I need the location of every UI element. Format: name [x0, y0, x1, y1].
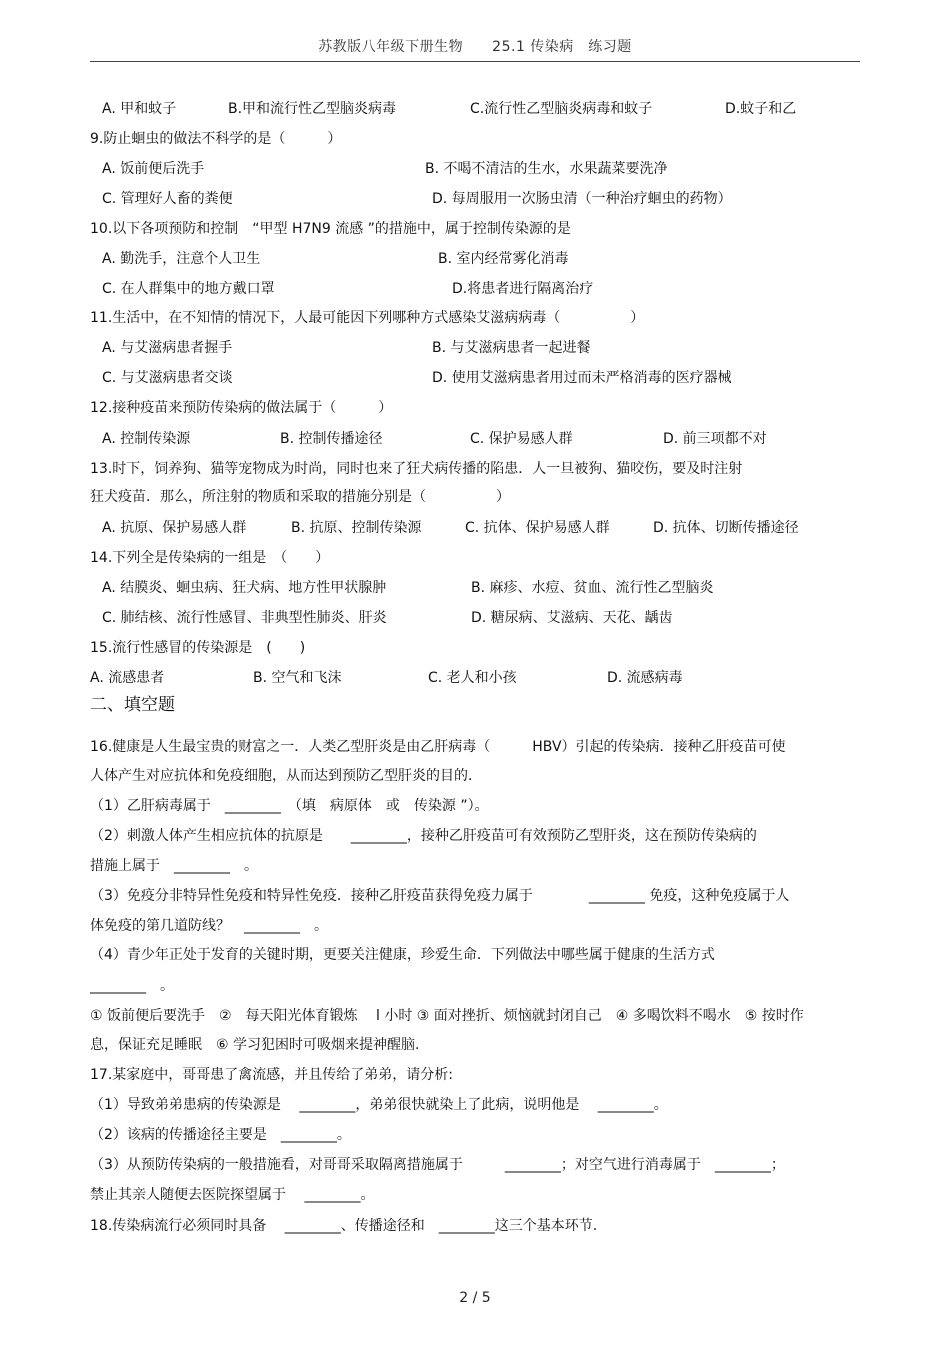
q14-option-a: A. 结膜炎、蛔虫病、狂犬病、地方性甲状腺肿 — [102, 580, 387, 596]
q8-option-a: A. 甲和蚊子 — [102, 101, 177, 117]
q16-line-10: ① 饭前便后要洗手 ② 每天阳光体育锻炼 l 小时 ③ 面对挫折、烦恼就封闭自己 ④ 多喝饮料不喝水 ⑤ 按时作 — [90, 1008, 804, 1024]
q16-line-5: 措施上属于 ________ 。 — [90, 858, 258, 874]
page-header-title: 苏教版八年级下册生物 25.1 传染病 练习题 — [318, 39, 632, 55]
q15-option-d: D. 流感病毒 — [607, 670, 683, 686]
q13-option-a: A. 抗原、保护易感人群 — [102, 520, 247, 536]
q16-line-8: （4）青少年正处于发育的关键时期，更要关注健康，珍爱生命．下列做法中哪些属于健康的生活方式 — [90, 947, 715, 963]
q9-stem: 9.防止蛔虫的做法不科学的是（ ） — [90, 131, 342, 147]
q12-stem: 12.接种疫苗来预防传染病的做法属于（ ） — [90, 400, 393, 416]
q11-stem: 11.生活中，在不知情的情况下，人最可能因下列哪种方式感染艾滋病病毒（ ） — [90, 310, 645, 326]
q16-line-2: 人体产生对应抗体和免疫细胞，从而达到预防乙型肝炎的目的． — [90, 768, 482, 784]
q18-line-1: 18.传染病流行必须同时具备 ________、传播途径和 ________这三个基本环节. — [90, 1218, 598, 1234]
q10-option-d: D.将患者进行隔离治疗 — [452, 281, 594, 297]
section-title-fill-in: 二、填空题 — [90, 695, 175, 715]
q13-option-d: D. 抗体、切断传播途径 — [653, 520, 799, 536]
q17-line-4: （3）从预防传染病的一般措施看，对哥哥采取隔离措施属于 ________；对空气进行消毒属于 ________； — [90, 1157, 785, 1173]
q16-line-11: 息，保证充足睡眠 ⑥ 学习犯困时可吸烟来提神醒脑. — [90, 1037, 420, 1053]
q8-option-b: B.甲和流行性乙型脑炎病毒 — [228, 101, 397, 117]
q14-stem: 14.下列全是传染病的一组是 （ ） — [90, 550, 330, 566]
q8-option-d: D.蚊子和乙 — [725, 101, 797, 117]
q9-option-d: D. 每周服用一次肠虫清（一种治疗蛔虫的药物） — [432, 191, 732, 207]
q10-option-c: C. 在人群集中的地方戴口罩 — [102, 281, 275, 297]
page-number: 2 / 5 — [459, 1290, 491, 1306]
q15-option-b: B. 空气和飞沫 — [253, 670, 342, 686]
q13-stem-line-2: 狂犬疫苗．那么，所注射的物质和采取的措施分别是（ ） — [90, 489, 510, 505]
q15-stem: 15.流行性感冒的传染源是 ( ) — [90, 640, 306, 656]
q16-line-9: ________ 。 — [90, 978, 174, 994]
q16-line-4: （2）刺激人体产生相应抗体的抗原是 ________，接种乙肝疫苗可有效预防乙型肝炎，这在预防传染病的 — [90, 828, 757, 844]
q13-stem-line-1: 13.时下，饲养狗、猫等宠物成为时尚，同时也来了狂犬病传播的陷患．人一旦被狗、猫咬伤，要及时注射 — [90, 461, 743, 477]
q10-option-b: B. 室内经常雾化消毒 — [438, 251, 569, 267]
q12-option-d: D. 前三项都不对 — [663, 431, 767, 447]
q13-option-b: B. 抗原、控制传染源 — [291, 520, 422, 536]
q15-option-a: A. 流感患者 — [90, 670, 165, 686]
q9-option-b: B. 不喝不清洁的生水，水果蔬菜要洗净 — [425, 161, 668, 177]
q10-stem: 10.以下各项预防和控制 “甲型 H7N9 流感 ”的措施中，属于控制传染源的是 — [90, 221, 571, 237]
q11-option-b: B. 与艾滋病患者一起进餐 — [432, 340, 591, 356]
q14-option-c: C. 肺结核、流行性感冒、非典型性肺炎、肝炎 — [102, 610, 387, 626]
q12-option-a: A. 控制传染源 — [102, 431, 191, 447]
q17-line-5: 禁止其亲人随便去医院探望属于 ________。 — [90, 1187, 375, 1203]
q16-line-3: （1）乙肝病毒属于 ________ （填 病原体 或 传染源 ”）。 — [90, 798, 489, 814]
q11-option-d: D. 使用艾滋病患者用过而未严格消毒的医疗器械 — [432, 370, 732, 386]
q17-line-2: （1）导致弟弟患病的传染源是 ________，弟弟很快就染上了此病，说明他是 ________。 — [90, 1097, 668, 1113]
q17-line-1: 17.某家庭中，哥哥患了禽流感，并且传给了弟弟，请分析: — [90, 1067, 453, 1083]
q8-option-c: C.流行性乙型脑炎病毒和蚊子 — [470, 101, 653, 117]
q16-line-7: 体免疫的第几道防线？ ________ 。 — [90, 918, 328, 934]
q11-option-a: A. 与艾滋病患者握手 — [102, 340, 233, 356]
q13-option-c: C. 抗体、保护易感人群 — [465, 520, 610, 536]
q14-option-b: B. 麻疹、水痘、贫血、流行性乙型脑炎 — [471, 580, 714, 596]
q12-option-c: C. 保护易感人群 — [470, 431, 573, 447]
q16-line-1: 16.健康是人生最宝贵的财富之一．人类乙型肝炎是由乙肝病毒（ HBV）引起的传染病．接种乙肝疫苗可使 — [90, 739, 786, 755]
q16-line-6: （3）免疫分非特异性免疫和特异性免疫．接种乙肝疫苗获得免疫力属于 ________ 免疫，这种免疫属于人 — [90, 888, 790, 904]
q14-option-d: D. 糖尿病、艾滋病、天花、龋齿 — [471, 610, 673, 626]
q9-option-a: A. 饭前便后洗手 — [102, 161, 205, 177]
q11-option-c: C. 与艾滋病患者交谈 — [102, 370, 233, 386]
q15-option-c: C. 老人和小孩 — [428, 670, 517, 686]
q9-option-c: C. 管理好人畜的粪便 — [102, 191, 233, 207]
q12-option-b: B. 控制传播途径 — [280, 431, 383, 447]
q10-option-a: A. 勤洗手，注意个人卫生 — [102, 251, 261, 267]
header-divider — [90, 61, 860, 62]
q17-line-3: （2）该病的传播途径主要是 ________。 — [90, 1127, 351, 1143]
